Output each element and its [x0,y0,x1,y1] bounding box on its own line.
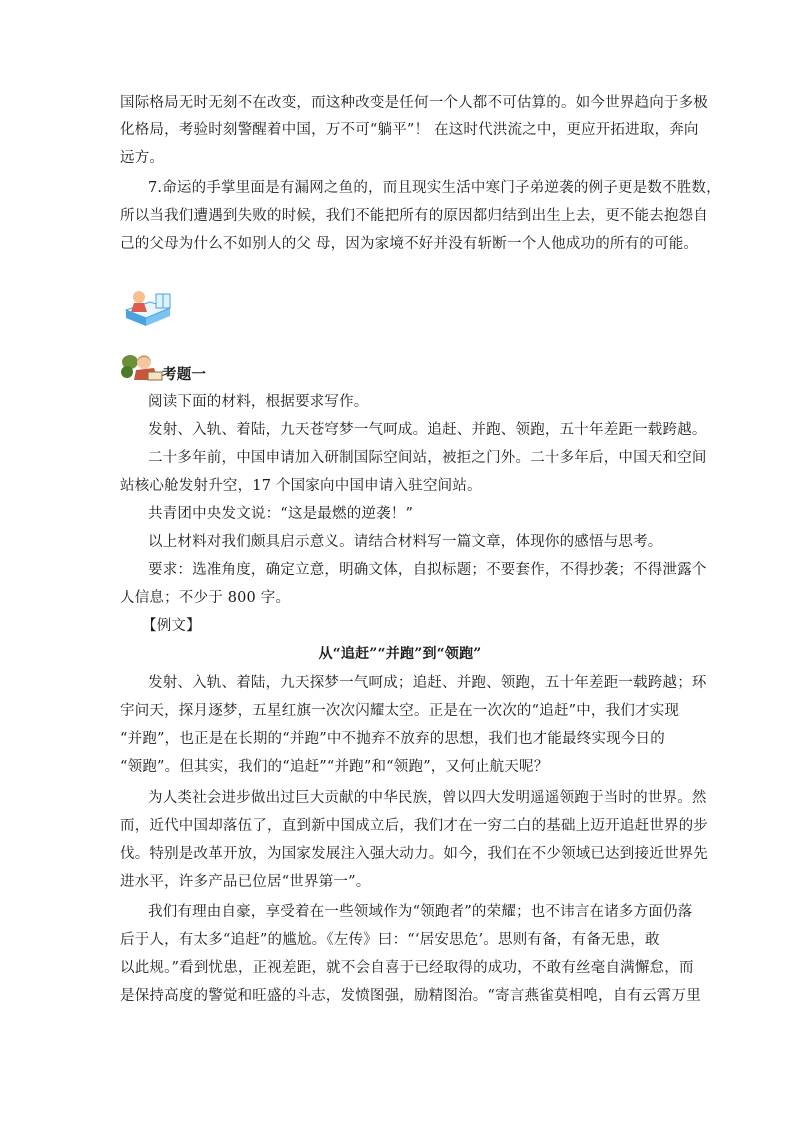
material-line: 共青团中央发文说：“这是最燃的逆袭！” [148,506,414,522]
material-line: 站核心舱发射升空，17 个国家向中国申请入驻空间站。 [120,478,482,494]
example-line: 伐。特别是改革开放，为国家发展注入强大动力。如今，我们在不少领域已达到接近世界先 [120,846,708,862]
example-line: 我们有理由自豪，享受着在一些领域作为“领跑者”的荣耀；也不讳言在诸多方面仍落 [148,904,693,920]
material-line: 二十多年前，中国申请加入研制国际空间站，被拒之门外。二十多年后，中国天和空间 [148,450,707,466]
question-instruction: 阅读下面的材料，根据要求写作。 [148,394,369,410]
material-line: 人信息；不少于 800 字。 [120,590,291,606]
example-line: 发射、入轨、着陆，九天探梦一气呵成；追赶、并跑、领跑，五十年差距一载跨越；环 [148,675,707,691]
question-heading: 考题一 [162,366,207,383]
example-line: 为人类社会进步做出过巨大贡献的中华民族，曾以四大发明遥遥领跑于当时的世界。然 [148,790,707,806]
material-line: 发射、入轨、着陆，九天苍穹梦一气呵成。追赶、并跑、领跑，五十年差距一载跨越。 [148,422,707,438]
example-label: 【例文】 [142,618,201,634]
material-line: 要求：选准角度，确定立意，明确文体，自拟标题；不要套作，不得抄袭；不得泄露个 [148,562,707,578]
example-line: “领跑”。但其实，我们的“追赶”“并跑”和“领跑”，又何止航天呢？ [120,759,549,775]
example-line: 后于人，有太多“追赶”的尴尬。《左传》曰：“‘居安思危’。思则有备，有备无患，敢 [120,932,660,948]
paragraph-line: 己的父母为什么不如别人的父 母，因为家境不好并没有斩断一个人他成功的所有的可能。 [120,236,699,252]
example-title: 从“追赶”“并跑”到“领跑” [318,646,482,662]
example-line: 宇问天，探月逐梦，五星红旗一次次闪耀太空。正是在一次次的“追赶”中，我们才实现 [120,703,680,719]
paragraph-line: 所以当我们遭遇到失败的时候，我们不能把所有的原因都归结到出生上去，更不能去抱怨自 [120,208,708,224]
example-line: 以此规。”看到忧患，正视差距，就不会自喜于已经取得的成功，不敢有丝毫自满懈怠，而 [120,960,694,976]
example-line: 而，近代中国却落伍了，直到新中国成立后，我们才在一穷二白的基础上迈开追赶世界的步 [120,818,708,834]
paragraph-line: 7.命运的手掌里面是有漏网之鱼的，而且现实生活中寒门子弟逆袭的例子更是数不胜数， [148,180,721,196]
reading-child-icon [120,350,166,384]
paragraph-line: 化格局，考验时刻警醒着中国，万不可“躺平”！ 在这时代洪流之中，更应开拓进取，奔向 [120,122,699,138]
example-line: 进水平，许多产品已位居“世界第一”。 [120,874,371,890]
paragraph-line: 远方。 [120,150,165,166]
example-line: 是保持高度的警觉和旺盛的斗志，发愤图强，励精图治。“寄言燕雀莫相唣，自有云霄万里 [120,988,701,1004]
open-book-icon [122,288,176,328]
paragraph-line: 国际格局无时无刻不在改变，而这种改变是任何一个人都不可估算的。如今世界趋向于多极 [120,95,708,111]
material-line: 以上材料对我们颇具启示意义。请结合材料写一篇文章，体现你的感悟与思考。 [148,534,663,550]
example-line: “并跑”，也正是在长期的“并跑”中不抛弃不放弃的思想，我们也才能最终实现今日的 [120,731,665,747]
